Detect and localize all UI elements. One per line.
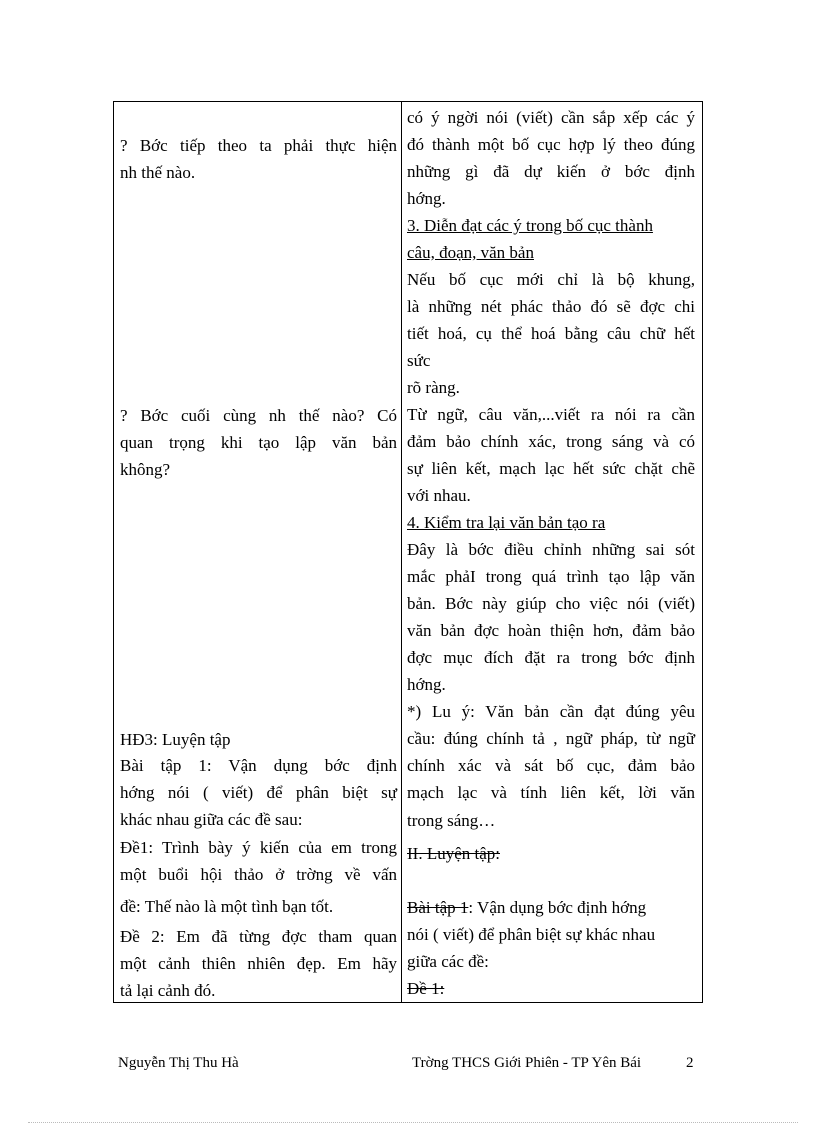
content-line: văn bản đợc hoàn thiện hơn, đảm bảo <box>407 621 695 640</box>
content-line: 3. Diễn đạt các ý trong bố cục thành <box>407 216 653 235</box>
content-line: Đây là bớc điều chỉnh những sai sót <box>407 540 695 559</box>
question-line: không? <box>120 460 171 479</box>
content-line: giữa các đề: <box>407 952 489 971</box>
footer-school: Trờng THCS Giới Phiên - TP Yên Bái <box>412 1055 642 1071</box>
content-line: đợc mục đích đặt ra trong bớc định <box>407 648 695 667</box>
content-line: II. Luyện tập: <box>407 844 500 863</box>
footer-author: Nguyễn Thị Thu Hà <box>118 1055 239 1071</box>
content-line: đảm bảo chính xác, trong sáng và có <box>407 432 695 451</box>
struck-heading: Bài tập 1 <box>407 898 469 917</box>
question-line: ? Bớc cuối cùng nh thế nào? Có <box>120 406 397 425</box>
content-line: mắc phảI trong quá trình tạo lập văn <box>407 567 695 586</box>
content-line: với nhau. <box>407 486 471 505</box>
question-line: ? Bớc tiếp theo ta phải thực hiện <box>120 136 397 155</box>
question-line: quan trọng khi tạo lập văn bản <box>120 433 397 452</box>
content-line: là những nét phác thảo đó sẽ đợc chi <box>407 297 695 316</box>
content-line: Nếu bố cục mới chỉ là bộ khung, <box>407 270 695 289</box>
content-line: đó thành một bố cục hợp lý theo đúng <box>407 135 695 154</box>
content-line: câu, đoạn, văn bản <box>407 243 534 262</box>
content-line: bản. Bớc này giúp cho việc nói (viết) <box>407 594 695 613</box>
content-line: *) Lu ý: Văn bản cần đạt đúng yêu <box>407 702 695 721</box>
content-line: trong sáng… <box>407 811 496 830</box>
question-line: Bài tập 1: Vận dụng bớc định <box>120 756 397 775</box>
content-line: hớng. <box>407 675 446 694</box>
content-line: sự liên kết, mạch lạc hết sức chặt chẽ <box>407 459 695 478</box>
lesson-table <box>113 101 703 1003</box>
content-line: mạch lạc và tính liên kết, lời văn <box>407 783 695 802</box>
content-line: có ý ngời nói (viết) cần sắp xếp các ý <box>407 108 695 127</box>
question-line: khác nhau giữa các đề sau: <box>120 810 303 829</box>
content-line: Bài tập 1: Vận dụng bớc định hớng <box>407 898 647 917</box>
question-line: hớng nói ( viết) để phân biệt sự <box>120 783 397 802</box>
question-line: một cảnh thiên nhiên đẹp. Em hãy <box>120 954 397 973</box>
column-divider <box>401 102 402 1002</box>
content-line: hớng. <box>407 189 446 208</box>
question-line: HĐ3: Luyện tập <box>120 730 231 749</box>
content-line: tiết hoá, cụ thể hoá bằng câu chữ hết <box>407 324 695 343</box>
question-line: tả lại cảnh đó. <box>120 981 216 1000</box>
content-line: Từ ngữ, câu văn,...viết ra nói ra cần <box>407 405 695 424</box>
content-line: sức <box>407 351 431 370</box>
content-line: 4. Kiểm tra lại văn bản tạo ra <box>407 513 606 532</box>
question-line: Đề 2: Em đã từng đợc tham quan <box>120 927 397 946</box>
page-number: 2 <box>686 1055 694 1071</box>
question-line: nh thế nào. <box>120 163 196 182</box>
content-line: Đề 1: <box>407 979 445 998</box>
content-line: những gì đã dự kiến ở bớc định <box>407 162 695 181</box>
question-line: đề: Thế nào là một tình bạn tốt. <box>120 897 334 916</box>
question-line: Đề1: Trình bày ý kiến của em trong <box>120 838 397 857</box>
content-line: cầu: đúng chính tả , ngữ pháp, từ ngữ <box>407 729 695 748</box>
content-line: nói ( viết) để phân biệt sự khác nhau <box>407 925 656 944</box>
content-line: chính xác và sát bố cục, đảm bảo <box>407 756 695 775</box>
question-line: một buổi hội thảo ở trờng về vấn <box>120 865 397 884</box>
content-line: rõ ràng. <box>407 378 460 397</box>
